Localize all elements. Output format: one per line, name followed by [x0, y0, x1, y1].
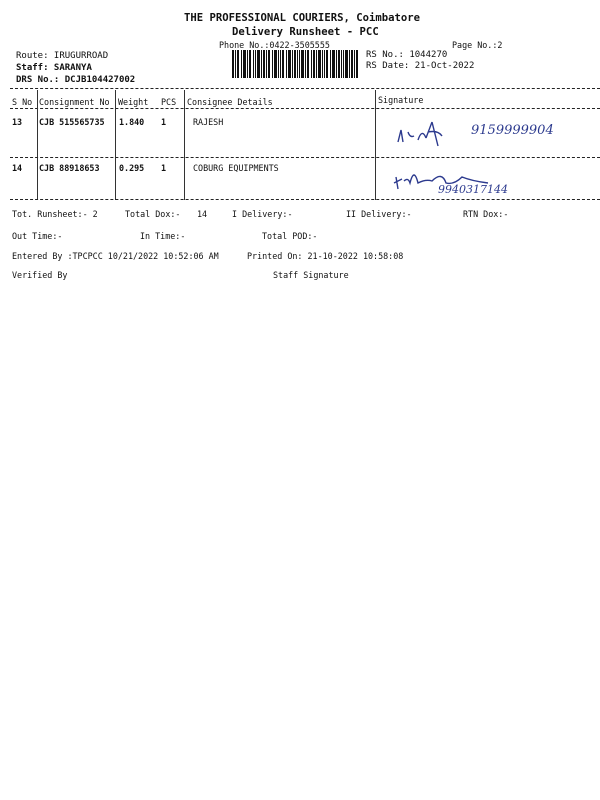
in-time: In Time:-: [140, 231, 186, 241]
row-sno: 13: [12, 117, 23, 127]
row-pcs: 1: [161, 163, 167, 173]
handwritten-signature: [392, 118, 472, 152]
staff-signature: Staff Signature: [273, 270, 349, 280]
total-dox-label: Total Dox:-: [125, 209, 181, 219]
col-divider: [37, 90, 38, 200]
col-divider: [375, 90, 376, 200]
ii-delivery: II Delivery:-: [346, 209, 412, 219]
signature-phone: 9940317144: [438, 183, 508, 196]
row-pcs: 1: [161, 117, 167, 127]
printed-on: Printed On: 21-10-2022 10:58:08: [247, 251, 404, 261]
rtn-dox: RTN Dox:-: [463, 209, 509, 219]
rs-date: RS Date: 21-Oct-2022: [366, 61, 475, 71]
col-header-consignment: Consignment No: [39, 97, 110, 107]
total-runsheet: Tot. Runsheet:- 2: [12, 209, 98, 219]
col-header-sno: S No: [12, 97, 33, 107]
drs-number: DRS No.: DCJB104427002: [16, 75, 136, 85]
row-consignee: COBURG EQUIPMENTS: [193, 163, 279, 173]
i-delivery: I Delivery:-: [232, 209, 293, 219]
col-header-signature: Signature: [378, 95, 424, 105]
entered-by: Entered By :TPCPCC 10/21/2022 10:52:06 AM: [12, 251, 219, 261]
table-header-rule: [10, 108, 600, 109]
company-title: THE PROFESSIONAL COURIERS, Coimbatore: [184, 12, 420, 24]
col-header-consignee: Consignee Details: [187, 97, 273, 107]
table-top-rule: [10, 88, 600, 89]
verified-by: Verified By: [12, 270, 68, 280]
out-time: Out Time:-: [12, 231, 63, 241]
row-consignment: CJB 88918653: [39, 163, 100, 173]
barcode: [232, 50, 358, 78]
route-label: Route: IRUGURROAD: [16, 51, 109, 61]
rs-number: RS No.: 1044270: [366, 50, 448, 60]
page-number: Page No.:2: [452, 40, 503, 50]
row-sno: 14: [12, 163, 23, 173]
total-pod: Total POD:-: [262, 231, 318, 241]
total-dox-value: 14: [197, 209, 208, 219]
row-weight: 1.840: [119, 117, 145, 127]
col-header-pcs: PCS: [161, 97, 177, 107]
row-weight: 0.295: [119, 163, 145, 173]
row-rule: [10, 157, 600, 158]
phone-number: Phone No.:0422-3505555: [219, 40, 330, 50]
row-consignment: CJB 515565735: [39, 117, 105, 127]
signature-phone: 9159999904: [471, 123, 554, 138]
col-header-weight: Weight: [118, 97, 149, 107]
runsheet-subtitle: Delivery Runsheet - PCC: [232, 26, 379, 38]
table-bottom-rule: [10, 199, 600, 200]
row-consignee: RAJESH: [193, 117, 224, 127]
col-divider: [115, 90, 116, 200]
col-divider: [184, 90, 185, 200]
staff-label: Staff: SARANYA: [16, 63, 92, 73]
